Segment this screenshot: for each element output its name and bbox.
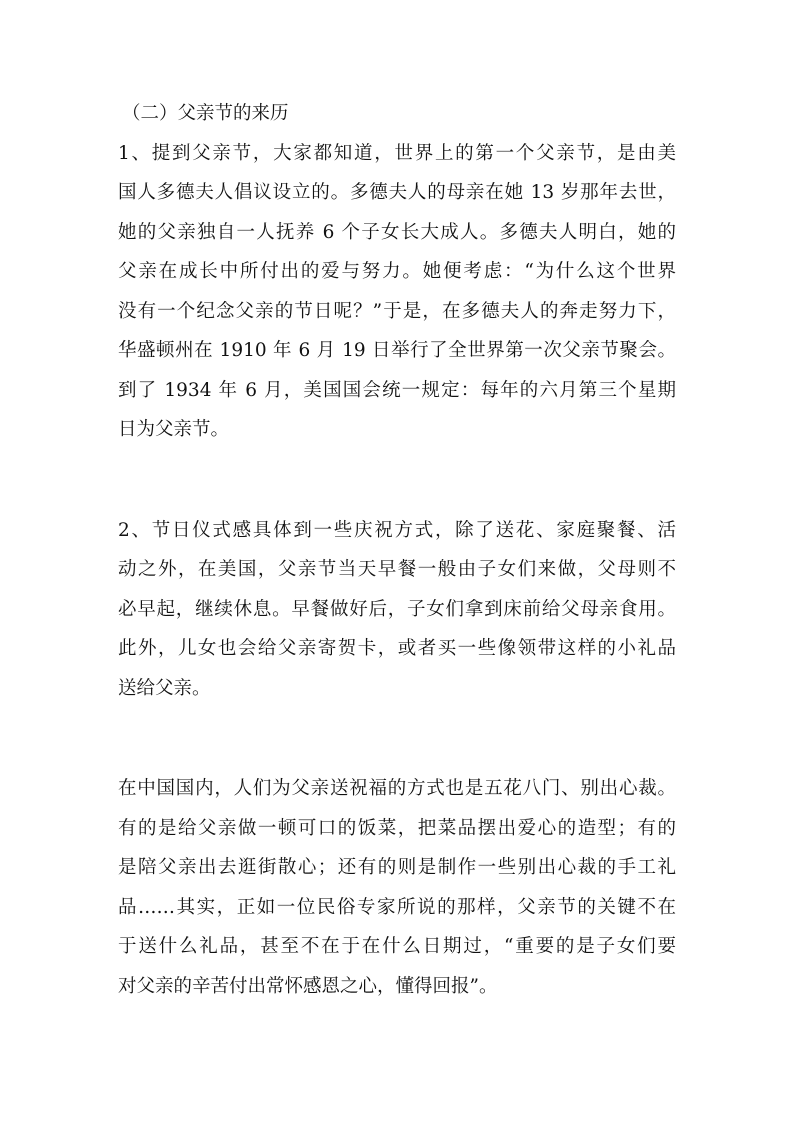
paragraph-line: 2、节日仪式感具体到一些庆祝方式，除了送花、家庭聚餐、活	[118, 519, 676, 541]
paragraph-line: 国人多德夫人倡议设立的。多德夫人的母亲在她 13 岁那年去世，	[118, 182, 676, 203]
paragraph-line: 华盛顿州在 1910 年 6 月 19 日举行了全世界第一次父亲节聚会。	[118, 340, 676, 361]
paragraph-line: 此外，儿女也会给父亲寄贺卡，或者买一些像领带这样的小礼品	[118, 638, 676, 659]
paragraph-line: 对父亲的辛苦付出常怀感恩之心，懂得回报”。	[118, 975, 498, 997]
paragraph-line: 没有一个纪念父亲的节日呢？”于是，在多德夫人的奔走努力下，	[118, 300, 676, 322]
paragraph-line: 品……其实，正如一位民俗专家所说的那样，父亲节的关键不在	[118, 896, 676, 918]
paragraph-line: 必早起，继续休息。早餐做好后，子女们拿到床前给父母亲食用。	[118, 598, 676, 620]
paragraph-spacer	[118, 708, 676, 769]
paragraph-line: 在中国国内，人们为父亲送祝福的方式也是五花八门、别出心裁。	[118, 778, 676, 799]
paragraph-line: 于送什么礼品，甚至不在于在什么日期过，“重要的是子女们要	[118, 936, 676, 957]
paragraph-line: 是陪父亲出去逛街散心；还有的则是制作一些别出心裁的手工礼	[118, 857, 676, 878]
paragraph-line: 送给父亲。	[118, 677, 211, 699]
paragraph-2	[118, 511, 676, 709]
paragraph-line: 动之外，在美国，父亲节当天早餐一般由子女们来做，父母则不	[118, 559, 676, 580]
paragraph-line: 父亲在成长中所付出的爱与努力。她便考虑：“为什么这个世界	[118, 261, 676, 282]
paragraph-line: 到了 1934 年 6 月，美国国会统一规定：每年的六月第三个星期	[118, 379, 676, 401]
paragraph-1	[118, 134, 676, 450]
paragraph-line: 她的父亲独自一人抚养 6 个子女长大成人。多德夫人明白，她的	[118, 221, 676, 243]
paragraph-3	[118, 769, 676, 1006]
paragraph-line: 日为父亲节。	[118, 419, 230, 440]
document-body	[118, 94, 676, 1006]
section-heading: （二）父亲节的来历	[122, 103, 289, 124]
paragraph-spacer	[118, 450, 676, 511]
paragraph-line: 有的是给父亲做一顿可口的饭菜，把菜品摆出爱心的造型；有的	[118, 817, 676, 839]
paragraph-line: 1、提到父亲节，大家都知道，世界上的第一个父亲节，是由美	[118, 142, 676, 164]
